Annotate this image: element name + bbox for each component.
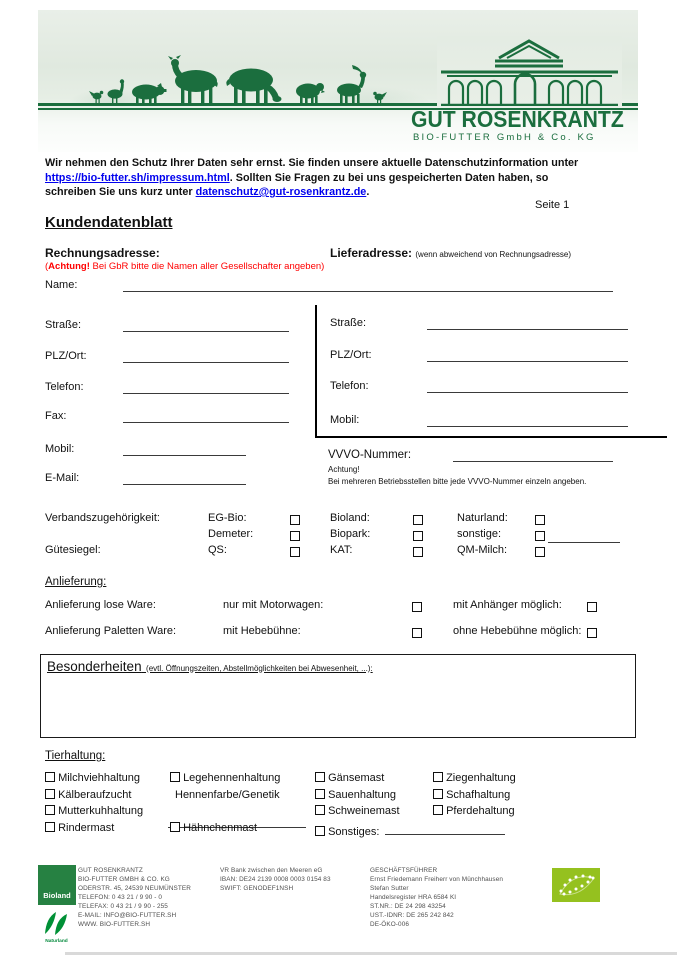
kat-checkbox[interactable] — [413, 547, 423, 557]
eu-organic-logo — [552, 868, 600, 902]
rindermast-label: Rindermast — [58, 821, 115, 834]
billing-email-row — [45, 469, 295, 485]
haehnchenmast-item — [170, 822, 257, 834]
warning-bold: Achtung! — [48, 261, 90, 272]
horizontal-scrollbar[interactable] — [65, 952, 677, 955]
footer-bank-iban: IBAN: DE24 2139 0008 0003 0154 83 — [220, 876, 331, 883]
anhaenger-checkbox[interactable] — [587, 602, 597, 612]
besonderheiten-box[interactable] — [40, 654, 636, 738]
privacy-line1: Wir nehmen den Schutz Ihrer Daten sehr ernst. Sie finden unsere aktuelle Datenschutzinformation unter — [45, 157, 579, 169]
sonstige-line[interactable] — [548, 530, 620, 543]
ziegen-label: Ziegenhaltung — [446, 772, 516, 784]
egbio-label: EG-Bio: — [208, 512, 247, 524]
billing-fax-line[interactable] — [123, 410, 289, 423]
name-label: Name: — [45, 279, 78, 291]
privacy-notice — [45, 156, 645, 200]
billing-strasse-label: Straße: — [45, 319, 82, 331]
billing-plzort-label: PLZ/Ort: — [45, 350, 87, 362]
delivery-plzort-label: PLZ/Ort: — [330, 349, 372, 361]
warning-rest: Bei GbR bitte die Namen aller Gesellschafter angeben) — [89, 261, 325, 272]
qmmilch-checkbox[interactable] — [535, 547, 545, 557]
billing-email-line[interactable] — [123, 472, 246, 485]
brand-name: GUT ROSENKRANTZ — [411, 106, 624, 132]
membership-row-1 — [45, 512, 635, 528]
delivery-strasse-row — [330, 314, 660, 330]
colonnade-building-icon — [437, 36, 622, 106]
vvvo-label: VVVO-Nummer: — [328, 449, 412, 461]
footer-company-fax: TELEFAX: 0 43 21 / 9 90 - 255 — [78, 903, 168, 910]
sauen-checkbox[interactable] — [315, 789, 325, 799]
footer-mgmt-name1: Ernst Friedemann Freiherr von Münchhausen — [370, 876, 504, 883]
qs-checkbox[interactable] — [290, 547, 300, 557]
kaelber-item — [45, 789, 131, 801]
footer-company-address: ODERSTR. 45, 24539 NEUMÜNSTER — [78, 885, 191, 892]
haehnchenmast-checkbox[interactable] — [170, 822, 180, 832]
brand-subtitle: BIO-FUTTER GmbH & Co. KG — [413, 132, 596, 143]
demeter-checkbox[interactable] — [290, 531, 300, 541]
footer-oeko-code: DE-ÖKO-006 — [370, 921, 410, 928]
billing-fax-label: Fax: — [45, 410, 67, 422]
billing-strasse-row — [45, 316, 295, 332]
guetesiegel-label: Gütesiegel: — [45, 544, 101, 556]
motorwagen-checkbox[interactable] — [412, 602, 422, 612]
anhaenger-label: mit Anhänger möglich: — [453, 599, 562, 611]
naturland-checkbox[interactable] — [535, 515, 545, 525]
vvvo-note: Bei mehreren Betriebsstellen bitte jede VVVO-Nummer einzeln angeben. — [328, 477, 587, 486]
name-field-line[interactable] — [123, 279, 613, 292]
kaelber-label: Kälberaufzucht — [58, 788, 132, 801]
privacy-line3-end: . — [366, 186, 370, 198]
schaf-checkbox[interactable] — [433, 789, 443, 799]
pferde-item — [433, 805, 515, 817]
footer-bank-name: VR Bank zwischen den Meeren eG — [220, 867, 323, 874]
footer-company-block — [78, 866, 191, 929]
egbio-checkbox[interactable] — [290, 515, 300, 525]
gaensemast-checkbox[interactable] — [315, 772, 325, 782]
tierhaltung-row-2 — [45, 789, 635, 806]
footer-company-web: WWW. BIO-FUTTER.SH — [78, 921, 151, 928]
qmmilch-label: QM-Milch: — [457, 544, 508, 556]
privacy-line2-rest: . Sollten Sie Fragen zu bei uns gespeicherten Daten haben, so — [229, 171, 549, 184]
privacy-line3-pre: schreiben Sie uns kurz unter — [45, 186, 196, 198]
verband-label: Verbandszugehörigkeit: — [45, 512, 160, 524]
sonstiges-label: Sonstiges: — [328, 825, 380, 838]
warning-open: ( — [45, 261, 49, 272]
sonstiges-checkbox[interactable] — [315, 826, 325, 836]
milchvieh-item — [45, 772, 140, 784]
billing-email-label: E-Mail: — [45, 472, 80, 484]
ziegen-checkbox[interactable] — [433, 772, 443, 782]
footer-mgmt-name2: Stefan Sutter — [370, 885, 409, 892]
hennenfarbe-item — [175, 789, 280, 801]
delivery-strasse-label: Straße: — [330, 317, 367, 329]
datenschutz-email-link[interactable]: datenschutz@gut-rosenkrantz.de — [195, 186, 367, 198]
footer-management-block — [370, 866, 503, 929]
bioland-checkbox[interactable] — [413, 515, 423, 525]
tierhaltung-row-4 — [45, 822, 635, 839]
haehnchenmast-label: Hähnchenmast — [183, 821, 258, 834]
besonderheiten-note: (evtl. Öffnungszeiten, Abstellmöglichkeiten bei Abwesenheit, ...): — [146, 664, 373, 673]
delivery-address-heading — [330, 246, 571, 260]
rindermast-item — [45, 822, 114, 834]
delivery-mobil-line[interactable] — [427, 414, 628, 427]
sonstige-checkbox[interactable] — [535, 531, 545, 541]
delivery-strasse-line[interactable] — [427, 317, 628, 330]
billing-mobil-label: Mobil: — [45, 443, 75, 455]
name-row — [45, 276, 615, 292]
footer-stnr: ST.NR.: DE 24 298 43254 — [370, 903, 446, 910]
biopark-label: Biopark: — [330, 528, 371, 540]
billing-plzort-line[interactable] — [123, 350, 289, 363]
billing-telefon-line[interactable] — [123, 381, 289, 394]
footer-mgmt-title: GESCHÄFTSFÜHRER — [370, 867, 438, 874]
hennenfarbe-label: Hennenfarbe/Genetik — [175, 788, 280, 801]
header-banner — [38, 10, 638, 152]
anlieferung-heading: Anlieferung: — [45, 576, 107, 588]
mutterkuh-item — [45, 805, 143, 817]
besonderheiten-title: Besonderheiten — [47, 659, 142, 674]
delivery-plzort-row — [330, 346, 660, 362]
kat-label: KAT: — [330, 544, 353, 556]
delivery-telefon-row — [330, 377, 660, 393]
footer-register: Handelsregister HRA 6584 KI — [370, 894, 457, 901]
vvvo-line[interactable] — [453, 449, 613, 462]
kaelber-checkbox[interactable] — [45, 789, 55, 799]
lose-ware-label: Anlieferung lose Ware: — [45, 599, 156, 611]
footer-company-phone: TELEFON: 0 43 21 / 9 90 - 0 — [78, 894, 163, 901]
billing-mobil-row — [45, 440, 295, 456]
tierhaltung-row-1 — [45, 772, 635, 789]
motorwagen-label: nur mit Motorwagen: — [223, 599, 324, 611]
demeter-label: Demeter: — [208, 528, 254, 540]
qs-label: QS: — [208, 544, 227, 556]
tierhaltung-heading: Tierhaltung: — [45, 750, 106, 762]
footer-company-name: GUT ROSENKRANTZ — [78, 867, 143, 874]
form-title: Kundendatenblatt — [45, 214, 173, 231]
delivery-mobil-row — [330, 411, 660, 427]
delivery-heading-text: Lieferadresse: — [330, 246, 413, 260]
delivery-address-box — [315, 305, 667, 438]
hebebuehne-checkbox[interactable] — [412, 628, 422, 638]
naturland-leaf-icon — [41, 908, 72, 938]
schaf-item — [433, 789, 510, 801]
anlieferung-row-2 — [45, 625, 635, 641]
vvvo-warning: Achtung! — [328, 465, 360, 474]
legehennen-checkbox[interactable] — [170, 772, 180, 782]
sonstige-label: sonstige: — [457, 528, 502, 540]
gut-rosenkrantz-logo — [409, 24, 634, 150]
bioland-label: Bioland: — [330, 512, 370, 524]
vvvo-row — [328, 446, 658, 462]
footer-company-legal: BIO-FUTTER GMBH & CO. KG — [78, 876, 170, 883]
schaf-label: Schafhaltung — [446, 788, 511, 801]
gbr-warning — [45, 261, 324, 272]
billing-strasse-line[interactable] — [123, 319, 289, 332]
besonderheiten-heading — [47, 658, 373, 676]
delivery-telefon-line[interactable] — [427, 380, 628, 393]
billing-telefon-row — [45, 378, 295, 394]
billing-fax-row — [45, 407, 295, 423]
rindermast-checkbox[interactable] — [45, 822, 55, 832]
ohne-hebebuehne-checkbox[interactable] — [587, 628, 597, 638]
mutterkuh-label: Mutterkuhhaltung — [58, 805, 144, 817]
legehennen-label: Legehennenhaltung — [183, 772, 281, 784]
membership-section — [45, 512, 635, 562]
billing-address-heading: Rechnungsadresse: — [45, 246, 160, 260]
membership-row-3 — [45, 544, 635, 560]
bioland-logo-text: Bioland — [43, 891, 71, 900]
sauen-item — [315, 789, 396, 801]
pferde-label: Pferdehaltung — [446, 805, 515, 817]
gaensemast-item — [315, 772, 384, 784]
pferde-checkbox[interactable] — [433, 805, 443, 815]
schweinemast-checkbox[interactable] — [315, 805, 325, 815]
tierhaltung-grid — [45, 772, 635, 842]
milchvieh-label: Milchviehhaltung — [58, 772, 140, 784]
naturland-logo-text: Naturland — [45, 939, 68, 944]
paletten-ware-label: Anlieferung Paletten Ware: — [45, 625, 177, 637]
delivery-telefon-label: Telefon: — [330, 380, 369, 392]
ohne-hebebuehne-label: ohne Hebebühne möglich: — [453, 625, 582, 637]
delivery-mobil-label: Mobil: — [330, 414, 360, 426]
anlieferung-row-1 — [45, 599, 635, 615]
page-number: Seite 1 — [535, 199, 570, 211]
naturland-logo — [41, 908, 72, 948]
tierhaltung-row-3 — [45, 805, 635, 822]
gaensemast-label: Gänsemast — [328, 772, 385, 784]
billing-plzort-row — [45, 347, 295, 363]
billing-telefon-label: Telefon: — [45, 381, 84, 393]
billing-mobil-line[interactable] — [123, 443, 246, 456]
milchvieh-checkbox[interactable] — [45, 772, 55, 782]
membership-row-2 — [45, 528, 635, 544]
footer-bank-swift: SWIFT: GENODEF1NSH — [220, 885, 294, 892]
farm-animals-illustration — [86, 54, 396, 106]
sauen-label: Sauenhaltung — [328, 788, 396, 801]
footer-ustidnr: UST.-IDNR: DE 265 242 842 — [370, 912, 454, 919]
biopark-checkbox[interactable] — [413, 531, 423, 541]
bioland-logo — [38, 865, 76, 905]
sonstiges-line[interactable] — [385, 822, 505, 835]
schweinemast-label: Schweinemast — [328, 805, 400, 817]
hebebuehne-label: mit Hebebühne: — [223, 625, 301, 637]
mutterkuh-checkbox[interactable] — [45, 805, 55, 815]
delivery-plzort-line[interactable] — [427, 349, 628, 362]
impressum-link[interactable]: https://bio-futter.sh/impressum.html — [45, 171, 230, 184]
footer-bank-block — [220, 866, 331, 893]
delivery-heading-note: (wenn abweichend von Rechnungsadresse) — [415, 250, 572, 259]
naturland-label: Naturland: — [457, 512, 508, 524]
sonstiges-item — [315, 822, 505, 838]
footer-company-email: E-MAIL: INFO@BIO-FUTTER.SH — [78, 912, 177, 919]
ziegen-item — [433, 772, 516, 784]
legehennen-item — [170, 772, 280, 784]
schweinemast-item — [315, 805, 400, 817]
